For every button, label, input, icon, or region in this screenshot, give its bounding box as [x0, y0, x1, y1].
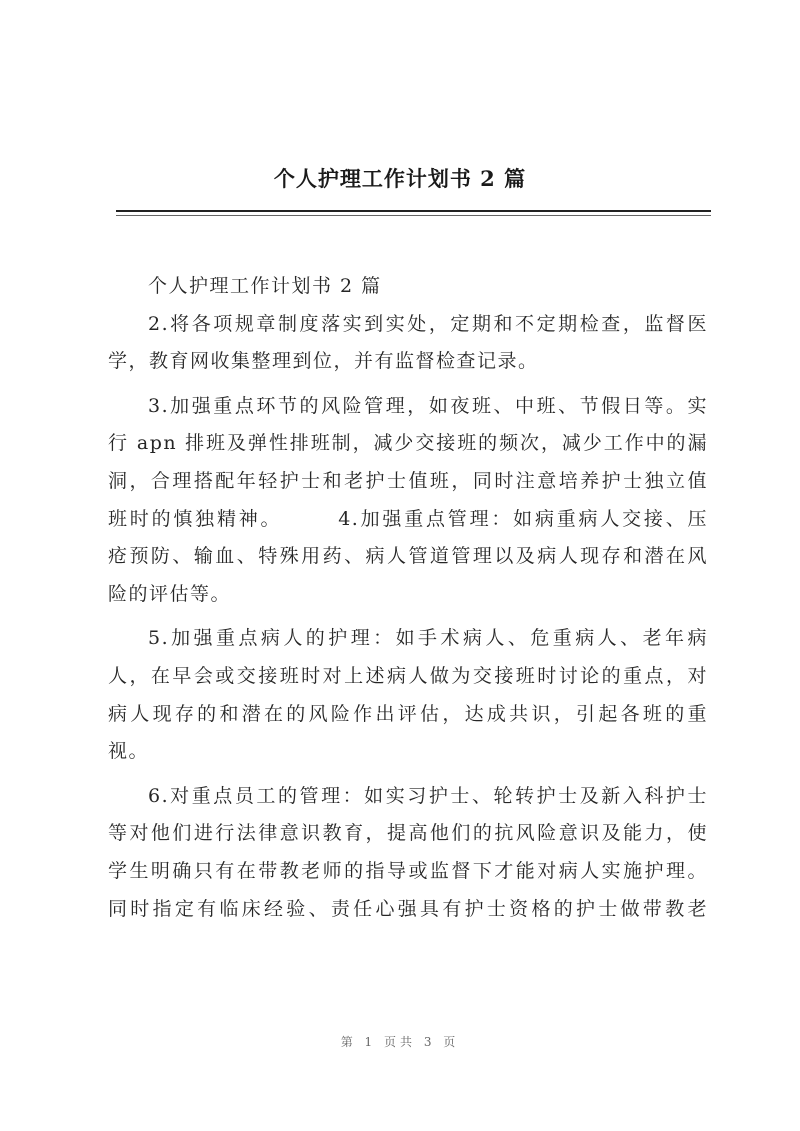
paragraph-line: 个人护理工作计划书 2 篇: [148, 275, 382, 297]
paragraph-line: 险的评估等。: [108, 582, 232, 605]
paragraph-line: 学生明确只有在带教老师的指导或监督下才能对病人实施护理。: [108, 859, 708, 882]
paragraph-line: 学，教育网收集整理到位，并有监督检查记录。: [108, 350, 539, 373]
page-footer: 第 1 页共 3 页: [340, 1035, 460, 1049]
title-divider-thick: [116, 210, 711, 212]
paragraph-line: 3.加强重点环节的风险管理，如夜班、中班、节假日等。实: [148, 394, 708, 417]
paragraph-line: 视。: [108, 740, 150, 763]
document-title: 个人护理工作计划书 2 篇: [273, 166, 527, 191]
paragraph-line: 行 apn 排班及弹性排班制，减少交接班的频次，减少工作中的漏: [108, 432, 708, 455]
paragraph-line: 病人现存的和潜在的风险作出评估，达成共识，引起各班的重: [108, 702, 708, 725]
paragraph-line: 2.将各项规章制度落实到实处，定期和不定期检查，监督医: [148, 312, 708, 335]
paragraph-line: 洞，合理搭配年轻护士和老护士值班，同时注意培养护士独立值: [108, 469, 708, 492]
title-divider-thin: [116, 215, 711, 216]
paragraph-line: 5.加强重点病人的护理：如手术病人、危重病人、老年病: [148, 627, 708, 650]
paragraph-line: 人，在早会或交接班时对上述病人做为交接班时讨论的重点，对: [108, 664, 708, 687]
paragraph-line: 疮预防、输血、特殊用药、病人管道管理以及病人现存和潜在风: [108, 545, 708, 568]
document-body: [108, 268, 708, 928]
paragraph-line: 班时的慎独精神。 4.加强重点管理：如病重病人交接、压: [108, 507, 708, 530]
paragraph-line: 6.对重点员工的管理：如实习护士、轮转护士及新入科护士: [148, 784, 708, 807]
paragraph-line: 同时指定有临床经验、责任心强具有护士资格的护士做带教老: [108, 897, 708, 920]
paragraph-line: 等对他们进行法律意识教育，提高他们的抗风险意识及能力，使: [108, 822, 708, 845]
